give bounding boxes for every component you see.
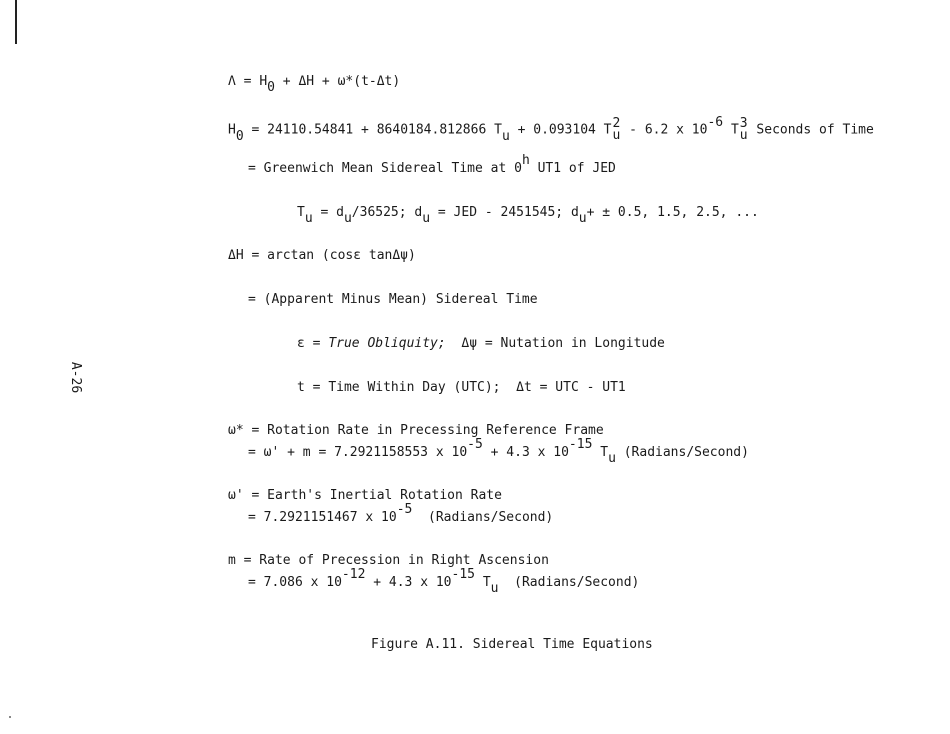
tu-part2: /36525; d	[351, 205, 423, 220]
h0-units: Seconds of Time	[756, 122, 874, 138]
m-units: (Radians/Second)	[514, 575, 640, 590]
omega-star-exponent2: -15	[568, 437, 593, 452]
tu-part1-subscript: u	[343, 211, 352, 226]
delta-t-equals: =	[539, 380, 548, 395]
omega-prime-exponent: -5	[396, 502, 413, 517]
tu-part2-subscript: u	[422, 211, 431, 226]
m-exponent1: -12	[341, 567, 366, 582]
lambda-h: H	[259, 74, 268, 89]
tu-part3-subscript: u	[578, 211, 587, 226]
h0-term3: - 6.2 x 10	[629, 122, 708, 138]
omega-star-exponent1: -5	[467, 437, 483, 452]
lambda-rest: + ΔH + ω*(t-Δt)	[282, 74, 401, 89]
h0-t2-superscript: 2	[612, 116, 621, 131]
tu-part1: = d	[320, 205, 344, 220]
epsilon-equals: =	[312, 336, 321, 351]
h0-lhs-subscript: 0	[235, 128, 244, 144]
tu-symbol: T	[297, 205, 305, 220]
time-within-day-label: Time Within Day (UTC);	[328, 380, 501, 395]
delta-psi-equals: =	[484, 336, 493, 351]
omega-star-equation	[248, 437, 749, 466]
tu-part3: = JED - 2451545; d	[437, 205, 579, 220]
m-part2: + 4.3 x 10	[373, 575, 452, 590]
omega-star-part2: + 4.3 x 10	[490, 445, 569, 460]
h0-t3-scripts	[740, 118, 748, 142]
h0-tu-subscript: u	[501, 128, 510, 144]
equation-lambda	[228, 74, 401, 95]
omega-star-part3: T	[600, 445, 609, 460]
m-definition: m = Rate of Precession in Right Ascension	[228, 553, 549, 568]
m-equation	[248, 567, 640, 596]
equation-time	[297, 380, 626, 396]
delta-t-symbol: Δt	[516, 380, 532, 395]
equation-h0	[228, 114, 874, 144]
nutation-label: Nutation in Longitude	[500, 336, 665, 351]
figure-caption: Figure A.11. Sidereal Time Equations	[371, 637, 653, 652]
page-number: A-26	[68, 361, 84, 394]
omega-prime-definition: ω' = Earth's Inertial Rotation Rate	[228, 488, 502, 503]
equation-obliquity	[297, 336, 665, 352]
lambda-symbol: Λ	[228, 74, 236, 89]
m-part3: T	[482, 575, 491, 590]
h0-t2-scripts	[613, 118, 621, 142]
gmst-text: = Greenwich Mean Sidereal Time at 0	[248, 161, 522, 176]
equation-apparent-minus-mean: = (Apparent Minus Mean) Sidereal Time	[248, 292, 538, 307]
omega-prime-value: = 7.2921151467 x 10	[248, 510, 397, 525]
m-part1: = 7.086 x 10	[248, 575, 342, 590]
h0-term4: T	[730, 122, 739, 138]
lambda-h-subscript: 0	[267, 80, 275, 95]
equation-delta-h: ΔH = arctan (cosε tanΔψ)	[228, 248, 416, 263]
lambda-equals: =	[243, 74, 252, 89]
h0-t3-subscript: u	[739, 128, 748, 143]
h0-term1: = 24110.54841 + 8640184.812866 T	[251, 122, 502, 138]
tu-part4: + ± 0.5, 1.5, 2.5, ...	[586, 205, 759, 220]
h0-term2: + 0.093104 T	[517, 122, 612, 138]
delta-psi-symbol: Δψ	[461, 336, 478, 351]
h0-lhs: H	[228, 122, 236, 138]
tu-subscript: u	[304, 211, 313, 226]
m-tu-subscript: u	[490, 581, 499, 596]
omega-star-units: (Radians/Second)	[623, 445, 749, 460]
m-exponent2: -15	[451, 567, 475, 582]
omega-star-part1: = ω' + m = 7.2921158553 x 10	[248, 445, 468, 460]
scan-dot-mark	[9, 716, 11, 718]
omega-star-tu-subscript: u	[608, 451, 616, 466]
h0-exponent: -6	[707, 114, 724, 130]
epsilon-symbol: ε	[297, 336, 305, 351]
omega-prime-units: (Radians/Second)	[428, 510, 554, 525]
t-symbol: t	[297, 380, 305, 395]
gmst-h-superscript: h	[521, 153, 530, 168]
omega-star-definition: ω* = Rotation Rate in Precessing Reference Frame	[228, 423, 604, 438]
h0-t2-subscript: u	[612, 128, 621, 143]
scan-edge-mark	[15, 0, 17, 44]
equation-gmst	[248, 153, 616, 177]
delta-t-definition: UTC - UT1	[555, 380, 626, 395]
true-obliquity-label: True Obliquity;	[328, 336, 446, 351]
gmst-tail: UT1 of JED	[537, 161, 616, 176]
omega-prime-equation	[248, 502, 554, 526]
t-equals: =	[312, 380, 321, 395]
equation-tu-definition	[297, 205, 759, 226]
h0-t3-superscript: 3	[739, 116, 748, 131]
